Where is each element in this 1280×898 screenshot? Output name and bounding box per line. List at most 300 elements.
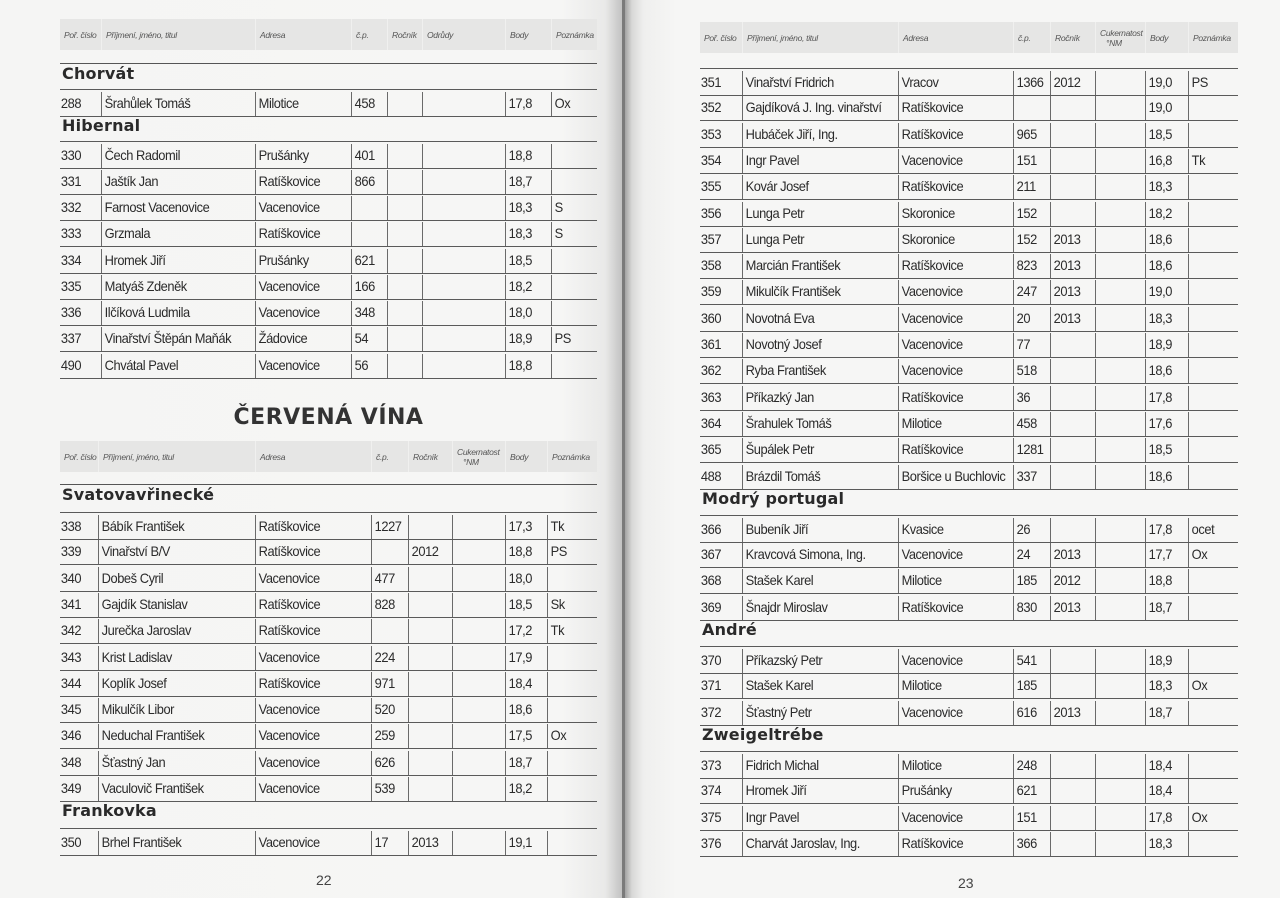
cell-house-no: 211 [1016,178,1036,195]
cell-points: 18,3 [508,225,532,242]
cell-name: Ingr Pavel [745,151,800,168]
column-header-line: Cukernatost [457,446,500,457]
cell-vintage: 2012 [1053,74,1081,90]
cell-number: 360 [700,309,722,326]
cell-house-no: 626 [374,753,395,770]
cell-note: Ox [1191,808,1208,825]
column-header-house-no: č.p. [1013,22,1050,53]
cell-variety [422,90,517,116]
table-row [60,617,597,644]
table-header [60,441,597,472]
cell-address: Ratíškovice [901,257,964,274]
cell-points: 17,6 [1148,414,1172,431]
cell-points: 18,6 [1148,257,1172,274]
cell-number: 355 [700,178,722,195]
cell-note: PS [1191,74,1208,90]
table-row [700,68,1238,96]
cell-address: Ratíškovice [901,834,964,851]
cell-vintage: 2013 [1053,309,1081,326]
cell-number: 376 [700,834,722,851]
cell-note: Tk [550,518,565,534]
cell-note [547,775,611,801]
cell-vintage: 2013 [1053,283,1081,300]
table-row [700,541,1238,568]
cell-house-no: 458 [1016,414,1037,431]
cell-note: ocet [1191,520,1215,537]
cell-house-no: 823 [1016,257,1037,274]
cell-number: 348 [60,753,82,770]
cell-address: Ratíškovice [258,595,321,612]
cell-name: Šťastný Petr [745,703,812,720]
column-header-name: Příjmení, jméno, titul [101,19,255,50]
cell-name: Šťastný Jan [101,753,166,770]
table-row [700,410,1238,437]
cell-house-no: 348 [354,304,375,321]
cell-name: Ingr Pavel [745,808,800,825]
cell-note: Tk [1191,151,1206,168]
cell-points: 17,8 [1148,808,1172,825]
cell-note: Ox [550,727,567,744]
cell-points: 19,1 [508,834,532,851]
cell-points: 18,9 [508,330,532,347]
cell-note [1188,777,1252,803]
table-row [60,141,597,169]
section-title: Hibernal [62,116,141,136]
cell-points: 18,3 [1148,677,1172,694]
cell-name: Čech Radomil [104,147,181,164]
cell-name: Matyáš Zdeněk [104,277,187,294]
cell-points: 18,0 [508,569,532,586]
cell-name: Fidrich Michal [745,756,819,773]
cell-number: 358 [700,257,722,274]
cell-name: Vaculovič František [101,780,204,796]
section-title: Frankovka [62,801,157,821]
table-header [700,22,1238,53]
cell-number: 353 [700,125,722,142]
cell-house-no: 337 [1016,467,1037,484]
cell-number: 363 [700,388,722,405]
table-row [60,722,597,749]
cell-address: Vacenovice [258,834,320,851]
cell-house-no: 965 [1016,125,1037,142]
cell-variety [422,220,517,246]
cell-note [1188,94,1252,120]
cell-address: Vacenovice [901,336,963,352]
cell-address: Milotice [901,572,942,589]
cell-note [1188,173,1252,199]
cell-name: Neduchal František [101,727,205,744]
column-header-number: Poř. číslo [64,29,97,40]
cell-name: Marcián František [745,257,841,274]
cell-number: 369 [700,598,722,615]
table-header [60,19,597,50]
cell-points: 18,6 [1148,467,1172,484]
table-row [60,696,597,723]
cell-points: 17,7 [1148,546,1172,563]
table-row [700,567,1238,594]
cell-note: S [554,225,563,242]
cell-number: 366 [700,520,722,537]
table-row [700,278,1238,305]
table-row [60,775,597,802]
cell-house-no: 247 [1016,283,1037,300]
cell-number: 375 [700,808,722,825]
cell-address: Vacenovice [258,277,320,294]
table-row [60,220,597,247]
cell-points: 18,8 [1148,572,1172,589]
cell-address: Prušánky [258,147,309,164]
cell-address: Ratíškovice [258,172,321,189]
cell-points: 18,3 [1148,178,1172,195]
cell-address: Vacenovice [901,309,963,326]
cell-address: Vacenovice [258,701,320,718]
cell-number: 368 [700,572,722,589]
cell-vintage: 2013 [411,834,439,851]
column-header-variety: Odrůdy [422,19,505,50]
cell-name: Mikulčík Libor [101,701,174,718]
table-row [60,538,597,565]
cell-points: 18,7 [508,753,532,770]
cell-name: Mikulčík František [745,283,841,300]
cell-points: 19,0 [1148,99,1172,116]
cell-points: 18,7 [1148,703,1172,720]
cell-address: Ratíškovice [258,543,321,560]
cell-vintage: 2012 [411,543,439,560]
cell-address: Vacenovice [901,703,963,720]
column-header-points: Body [505,19,551,50]
cell-note: PS [550,543,567,560]
cell-house-no: 20 [1016,309,1031,326]
cell-name: Vinařství Štěpán Maňák [104,330,232,347]
cell-address: Milotice [901,677,942,694]
table-row [60,352,597,379]
cell-note [1188,436,1252,462]
cell-number: 333 [60,225,82,242]
column-header-line: °NM [463,456,479,467]
cell-number: 345 [60,701,82,718]
cell-points: 16,8 [1148,151,1172,168]
cell-note [551,299,612,325]
table-row [60,749,597,776]
cell-points: 18,2 [508,277,532,294]
table-row [60,247,597,274]
cell-house-no: 1227 [374,518,402,534]
column-header-note: Poznámka [551,19,597,50]
cell-name: Šnajdr Miroslav [745,598,828,615]
table-row [700,331,1238,358]
column-header-address: Adresa [898,22,1013,53]
cell-points: 18,4 [1148,756,1172,773]
table-row [700,830,1238,857]
cell-name: Vinařství Fridrich [745,74,834,90]
cell-name: Jaštík Jan [104,172,159,189]
cell-number: 349 [60,780,82,796]
cell-name: Vinařství B/V [101,543,170,560]
cell-points: 18,5 [1148,441,1172,458]
cell-house-no: 166 [354,277,375,294]
cell-number: 362 [700,362,722,379]
cell-name: Hubáček Jiří, Ing. [745,125,838,142]
column-header-line: °NM [1106,37,1122,48]
cell-number: 374 [700,782,722,799]
cell-address: Ratíškovice [901,178,964,195]
cell-points: 18,7 [508,172,532,189]
table-row [60,644,597,671]
cell-address: Vacenovice [258,198,320,215]
cell-variety [422,247,517,273]
cell-house-no: 520 [374,701,395,718]
cell-points: 18,3 [508,198,532,215]
cell-address: Ratíškovice [901,99,964,116]
cell-note [547,670,611,696]
table-row [700,751,1238,779]
cell-number: 337 [60,330,82,347]
cell-name: Brázdil Tomáš [745,467,821,484]
cell-note [1188,647,1252,673]
cell-note [1188,567,1252,593]
cell-number: 373 [700,756,722,773]
cell-vintage: 2013 [1053,546,1081,563]
cell-address: Vacenovice [901,652,963,668]
cell-note [551,168,612,194]
cell-number: 330 [60,147,82,164]
cell-address: Vracov [901,74,939,90]
cell-number: 343 [60,648,82,665]
cell-address: Skoronice [901,230,955,247]
table-row [60,89,597,117]
cell-points: 18,4 [508,674,532,691]
table-row [60,168,597,195]
cell-number: 336 [60,304,82,321]
table-row [60,194,597,221]
cell-note [547,749,611,775]
cell-points: 19,0 [1148,74,1172,90]
cell-number: 352 [700,99,722,116]
cell-address: Ratíškovice [258,518,321,534]
cell-name: Novotný Josef [745,336,822,352]
cell-vintage: 2013 [1053,598,1081,615]
section-title: Svatovavřinecké [62,485,215,504]
cell-house-no: 152 [1016,204,1037,221]
cell-note: S [554,198,563,215]
cell-number: 334 [60,251,82,268]
cell-address: Ratíškovice [901,598,964,615]
cell-house-no: 866 [354,172,375,189]
cell-address: Žádovice [258,330,308,347]
cell-house-no: 248 [1016,756,1037,773]
table-row [700,777,1238,804]
cell-name: Brhel František [101,834,182,851]
cell-note [1188,830,1252,856]
cell-points: 17,2 [508,622,532,639]
cell-points: 17,8 [1148,520,1172,537]
cell-number: 372 [700,703,722,720]
cell-points: 17,9 [508,648,532,665]
cell-points: 18,5 [508,595,532,612]
cell-note: Ox [1191,677,1208,694]
table-row [700,121,1238,148]
table-row [700,200,1238,227]
cell-vintage: 2013 [1053,257,1081,274]
cell-address: Milotice [901,414,942,431]
cell-points: 18,8 [508,356,532,373]
cell-points: 18,6 [508,701,532,718]
cell-points: 18,5 [508,251,532,268]
cell-name: Koplík Josef [101,674,167,691]
cell-name: Gajdíková J. Ing. vinařství [745,99,882,116]
cell-house-no: 152 [1016,230,1037,247]
cell-house-no: 616 [1016,703,1037,720]
cell-number: 364 [700,414,722,431]
cell-number: 490 [60,356,82,373]
cell-note [1188,121,1252,147]
cell-number: 367 [700,546,722,563]
cell-points: 18,2 [1148,204,1172,221]
cell-address: Boršice u Buchlovic [901,467,1006,484]
cell-name: Ryba František [745,362,826,379]
cell-address: Milotice [258,95,299,111]
cell-house-no: 36 [1016,388,1031,405]
cell-name: Příkazký Jan [745,388,814,405]
table-row [700,252,1238,279]
column-header-number: Poř. číslo [704,32,737,43]
red-wines-title: ČERVENÁ VÍNA [233,405,424,430]
cell-address: Prušánky [258,251,309,268]
cell-address: Ratíškovice [901,388,964,405]
table-row [60,325,597,352]
cell-house-no: 259 [374,727,395,744]
cell-address: Ratíškovice [901,441,964,458]
cell-number: 338 [60,518,82,534]
column-header-note: Poznámka [1188,22,1238,53]
table-row [700,226,1238,253]
cell-address: Vacenovice [258,780,320,796]
cell-number: 340 [60,569,82,586]
cell-note [1188,357,1252,383]
cell-number: 357 [700,230,722,247]
column-header-name: Příjmení, jméno, titul [742,22,898,53]
table-row [700,699,1238,726]
table-row [700,147,1238,174]
cell-name: Bábík František [101,518,185,534]
cell-note [551,142,612,168]
cell-house-no: 26 [1016,520,1031,537]
cell-address: Vacenovice [258,356,320,373]
cell-address: Vacenovice [901,362,963,379]
cell-points: 17,8 [1148,388,1172,405]
cell-name: Jurečka Jaroslav [101,622,191,639]
cell-variety [422,325,517,351]
cell-name: Chvátal Pavel [104,356,179,373]
cell-number: 342 [60,622,82,639]
cell-name: Stašek Karel [745,677,814,694]
cell-number: 344 [60,674,82,691]
cell-name: Šrahůlek Tomáš [104,95,191,111]
cell-house-no: 1281 [1016,441,1044,458]
cell-note [1188,252,1252,278]
cell-address: Ratíškovice [258,225,321,242]
cell-note [547,565,611,591]
table-row [700,804,1238,831]
cell-points: 18,6 [1148,230,1172,247]
cell-note [547,644,611,670]
column-header-variety [452,441,505,472]
table-row [60,273,597,300]
cell-house-no: 77 [1016,336,1031,352]
column-header-number: Poř. číslo [64,451,97,462]
cell-address: Vacenovice [258,569,320,586]
cell-house-no: 830 [1016,598,1037,615]
cell-points: 18,6 [1148,362,1172,379]
cell-house-no: 828 [374,595,395,612]
cell-name: Novotná Eva [745,309,815,326]
cell-address: Vacenovice [901,546,963,563]
cell-points: 18,3 [1148,309,1172,326]
table-row [700,594,1238,621]
cell-house-no: 1366 [1016,74,1044,90]
cell-note: PS [554,330,571,347]
cell-house-no: 185 [1016,677,1037,694]
cell-address: Ratíškovice [258,622,321,639]
table-row [700,173,1238,200]
cell-name: Hromek Jiří [745,782,807,799]
cell-name: Kravcová Simona, Ing. [745,546,866,563]
cell-name: Lunga Petr [745,230,805,247]
cell-address: Vacenovice [258,727,320,744]
cell-vintage: 2012 [1053,572,1081,589]
cell-number: 341 [60,595,82,612]
cell-variety [422,299,517,325]
cell-points: 18,5 [1148,125,1172,142]
cell-number: 346 [60,727,82,744]
cell-note [551,352,612,378]
column-header-address: Adresa [255,19,351,50]
cell-note [547,829,611,855]
column-header-note: Poznámka [547,441,597,472]
page-number-right: 23 [958,875,974,891]
cell-house-no: 54 [354,330,369,347]
cell-number: 370 [700,652,722,668]
cell-note: Ox [554,95,571,111]
cell-house-no: 151 [1016,151,1037,168]
book-spine [622,0,625,898]
cell-house-no: 24 [1016,546,1031,563]
cell-points: 18,4 [1148,782,1172,799]
cell-note [547,696,611,722]
table-row [700,646,1238,674]
cell-name: Stašek Karel [745,572,814,589]
column-header-variety [1095,22,1145,53]
cell-address: Milotice [901,756,942,773]
cell-variety [422,168,517,194]
cell-name: Charvát Jaroslav, Ing. [745,834,860,851]
cell-number: 356 [700,204,722,221]
cell-points: 17,5 [508,727,532,744]
cell-points: 18,9 [1148,652,1172,668]
section-title: Modrý portugal [702,488,845,508]
cell-note [551,273,612,299]
table-row [700,436,1238,463]
cell-name: Šrahulek Tomáš [745,414,832,431]
column-header-house-no: č.p. [371,441,408,472]
column-header-points: Body [1145,22,1188,53]
cell-variety [422,142,517,168]
table-row [60,299,597,326]
cell-note [1188,200,1252,226]
cell-note [551,247,612,273]
cell-name: Bubeník Jiří [745,520,809,537]
cell-number: 331 [60,172,82,189]
